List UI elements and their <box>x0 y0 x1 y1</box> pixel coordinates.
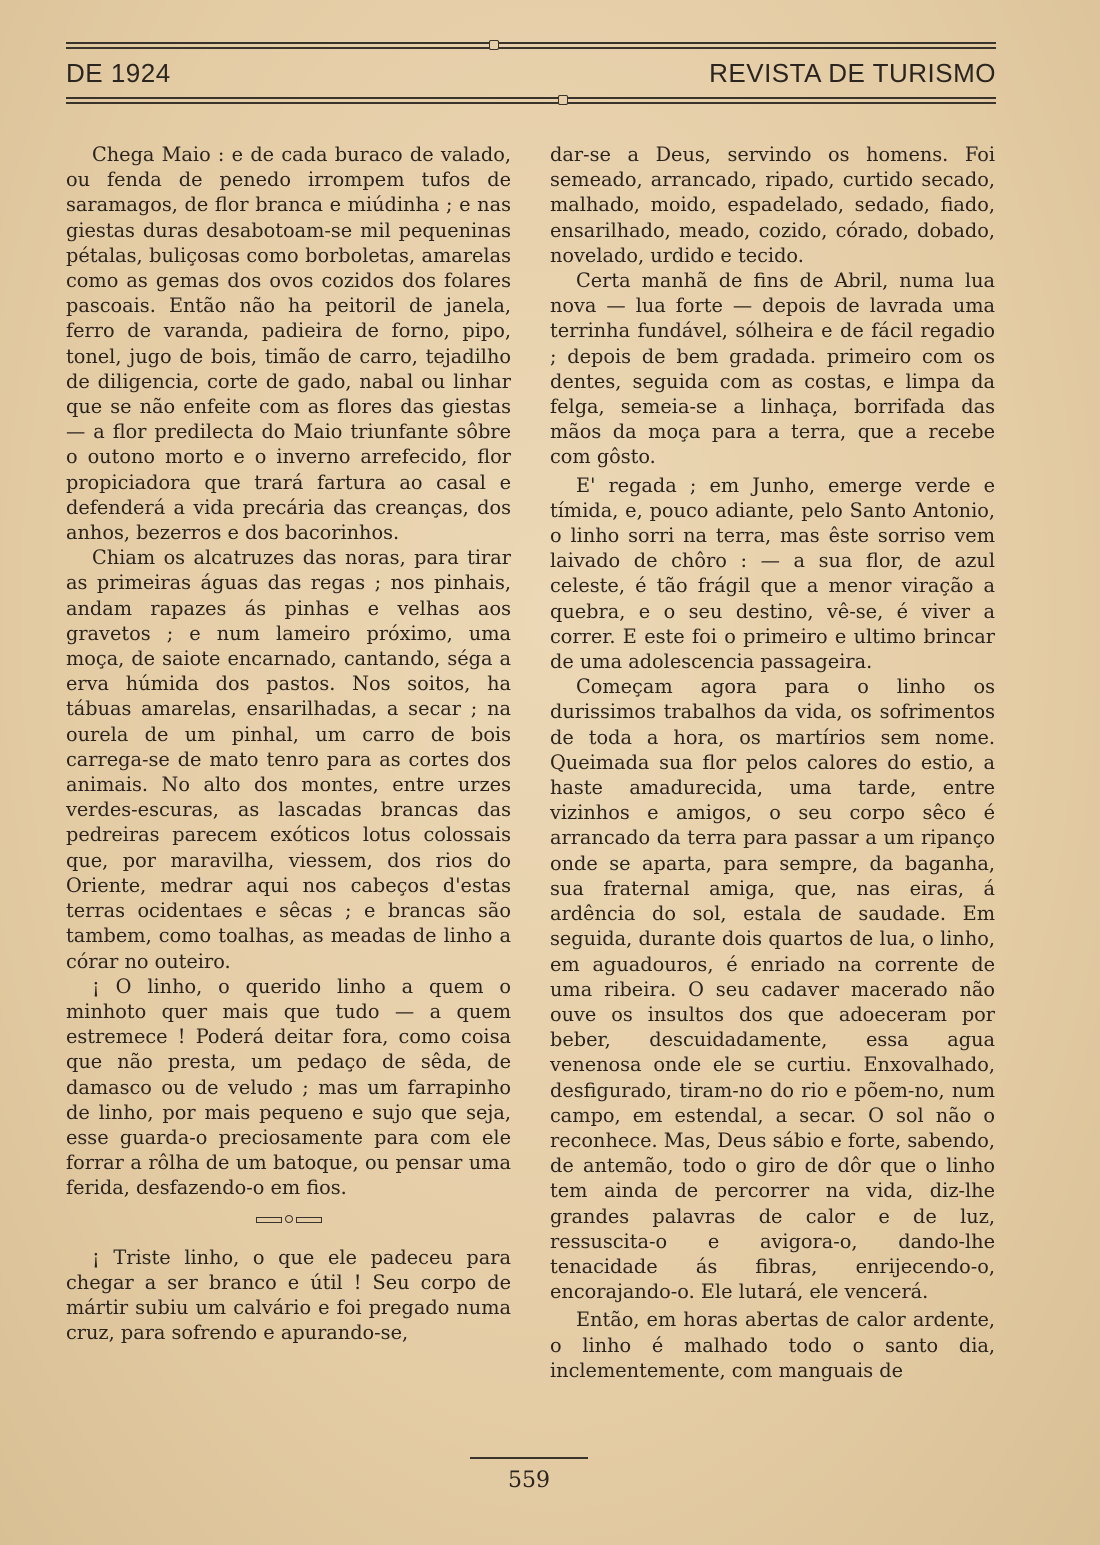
running-head-title: REVISTA DE TURISMO <box>709 58 996 88</box>
paragraph: E' regada ; em Junho, emerge verde e tímida, e, pouco adiante, pelo Santo Antonio, o linho sorri na terra, mas êste sorriso vem laivado de chôro : — a sua flor, de azul celeste, é tão frágil que a menor viração a quebra, e o seu destino, vê-se, é viver a correr. E este foi o primeiro e ultimo brincar de uma adolescencia passageira. <box>550 473 995 674</box>
paragraph: ¡ O linho, o querido linho a quem o minhoto quer mais que tudo — a quem estremece ! Poderá deitar fora, como coisa que não presta, um pedaço de sêda, de damasco ou de veludo ; mas um farrapinho de linho, por mais pequeno e sujo que seja, esse guarda-o preciosamente para com ele forrar a rôlha de um batoque, ou pensar uma ferida, desfazendo-o em fios. <box>66 974 511 1200</box>
paragraph: Chiam os alcatruzes das noras, para tirar as primeiras águas das regas ; nos pinhais, andam rapazes ás pinhas e velhas aos gravetos ; e num lameiro próximo, uma moça, de saiote encarnado, cantando, séga a erva húmida dos pastos. Nos soitos, ha tábuas amarelas, ensarilhadas, a secar ; na ourela de um pinhal, um carro de bois carrega-se de mato tenro para as cortes dos animais. No alto dos montes, entre urzes verdes-escuras, as lascadas brancas das pedreiras parecem exóticos lotus colossais que, por maravilha, viessem, dos rios do Oriente, medrar aqui nos cabeços d'estas terras ocidentaes e sêcas ; e brancas são tambem, como toalhas, as meadas de linho a córar no outeiro. <box>66 546 511 973</box>
top-rule <box>66 42 996 52</box>
paragraph: ¡ Triste linho, o que ele padeceu para chegar a ser branco e útil ! Seu corpo de mártir subiu um calvário e foi pregado numa cruz, para sofrendo e apurando-se, <box>66 1245 511 1345</box>
paragraph: dar-se a Deus, servindo os homens. Foi semeado, arrancado, ripado, curtido secado, malhado, moido, espadelado, sedado, fiado, ensarilhado, meado, cozido, córado, dobado, novelado, urdido e tecido. <box>550 143 995 267</box>
running-head <box>66 58 996 94</box>
rule-ornament-icon <box>558 95 568 105</box>
header-rule <box>66 97 996 107</box>
section-divider-ornament-icon <box>66 1201 511 1245</box>
paragraph: Começam agora para o linho os durissimos trabalhos da vida, os sofrimentos de toda a hora, os martírios sem nome. Queimada sua flor pelos calores do estio, a haste amadurecida, uma tarde, entre vizinhos e amigos, o seu corpo sêco é arrancado da terra para passar a um ripanço onde se aparta, para sempre, da baganha, sua fraternal amiga, que, nas eiras, á ardência do sol, estala de saudade. Em seguida, durante dois quartos de lua, o linho, em aguadouros, é enriado na corrente de uma ribeira. O seu cadaver macerado não ouve os insultos dos que adoeceram por beber, descuidadamente, essa agua venenosa onde ele se curtiu. Enxovalhado, desfigurado, tiram-no do rio e põem-no, num campo, em estendal, a secar. O sol não o reconhece. Mas, Deus sábio e forte, sabendo, de antemão, todo o giro de dôr que o linho tem ainda de percorrer na vida, diz-lhe grandes palavras de calor e de luz, ressuscita-o e avigora-o, dando-lhe tenacidade ás fibras, enrijecendo-o, encorajando-o. Ele lutará, ele vencerá. <box>550 675 995 1304</box>
paragraph: Chega Maio : e de cada buraco de valado, ou fenda de penedo irrompem tufos de saramagos, de flor branca e miúdinha ; e nas giestas duras desabotoam-se mil pequeninas pétalas, buliçosas como borboletas, amarelas como as gemas dos ovos cozidos dos folares pascoais. Então não ha peitoril de janela, ferro de varanda, padieira de forno, pipo, tonel, jugo de bois, timão de carro, tejadilho de diligencia, corte de gado, nabal ou linhar que se não enfeite com as flores das giestas — a flor predilecta do Maio triunfante sôbre o outono morto e o inverno arrefecido, flor propiciadora que trará fartura ao casal e defenderá a vida precária das creanças, dos anhos, bezerros e dos bacorinhos. <box>66 143 511 545</box>
page-number: 559 <box>508 1468 550 1493</box>
paragraph: Certa manhã de fins de Abril, numa lua nova — lua forte — depois de lavrada uma terrinha fundável, sólheira e de fácil regadio ; depois de bem gradada. primeiro com os dentes, seguida com as costas, e limpa da felga, semeia-se a linhaça, borrifada das mãos da moça para a terra, que a recebe com gôsto. <box>550 269 995 469</box>
paragraph: Então, em horas abertas de calor ardente, o linho é malhado todo o santo dia, inclementemente, com manguais de <box>550 1308 995 1382</box>
left-column <box>66 142 511 1345</box>
right-column <box>550 142 995 1383</box>
running-head-date: DE 1924 <box>66 58 171 88</box>
footer-rule <box>470 1457 588 1459</box>
rule-ornament-icon <box>489 40 499 50</box>
